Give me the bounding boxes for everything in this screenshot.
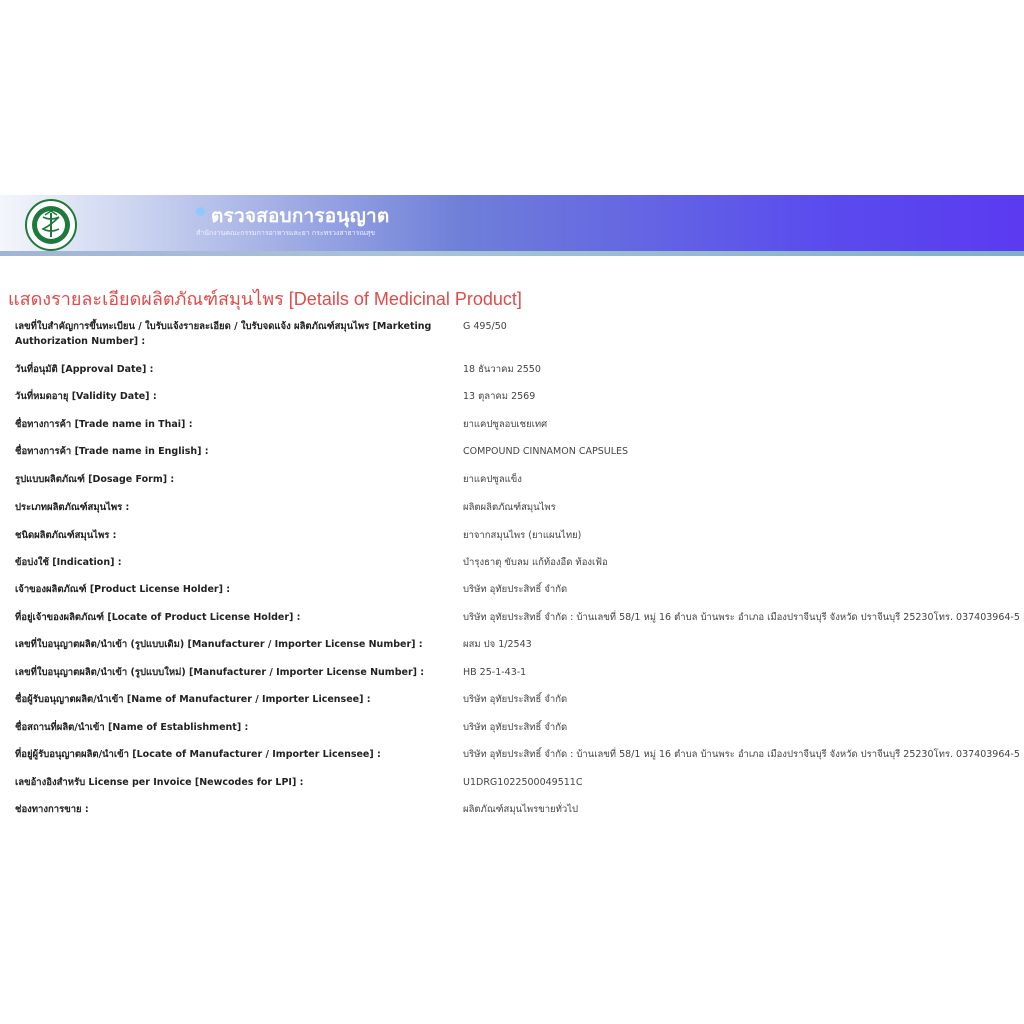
detail-value: U1DRG1022500049511C (463, 777, 583, 788)
detail-label: เลขอ้างอิงสำหรับ License per Invoice [Newcodes for LPI] : (15, 777, 304, 788)
detail-label: ชื่อทางการค้า [Trade name in English] : (15, 446, 209, 457)
detail-value: COMPOUND CINNAMON CAPSULES (463, 446, 629, 457)
detail-label: ชื่อทางการค้า [Trade name in Thai] : (15, 419, 193, 430)
detail-label: ชนิดผลิตภัณฑ์สมุนไพร : (15, 530, 117, 541)
detail-label: ที่อยู่เจ้าของผลิตภัณฑ์ [Locate of Product License Holder] : (15, 612, 301, 623)
detail-label: เลขที่ใบอนุญาตผลิต/นำเข้า (รูปแบบใหม่) [Manufacturer / Importer License Number] : (15, 667, 425, 678)
detail-value: บริษัท อุทัยประสิทธิ์ จำกัด (463, 694, 568, 705)
header-banner (0, 195, 1024, 251)
detail-label: เจ้าของผลิตภัณฑ์ [Product License Holder] : (15, 584, 231, 595)
page-title: แสดงรายละเอียดผลิตภัณฑ์สมุนไพร [Details of Medicinal Product] (8, 289, 522, 309)
detail-value: บริษัท อุทัยประสิทธิ์ จำกัด (463, 584, 568, 595)
detail-value: ผลิตภัณฑ์สมุนไพรขายทั่วไป (463, 804, 579, 815)
detail-label: เลขที่ใบอนุญาตผลิต/นำเข้า (รูปแบบเดิม) [Manufacturer / Importer License Number] : (15, 639, 423, 650)
detail-label: ช่องทางการขาย : (15, 804, 89, 815)
detail-label: ประเภทผลิตภัณฑ์สมุนไพร : (15, 502, 130, 513)
detail-value: 13 ตุลาคม 2569 (463, 391, 536, 402)
detail-label: ชื่อผู้รับอนุญาตผลิต/นำเข้า [Name of Manufacturer / Importer Licensee] : (15, 694, 371, 705)
title-bullet-icon (196, 207, 205, 216)
detail-value: บำรุงธาตุ ขับลม แก้ท้องอืด ท้องเฟ้อ (463, 557, 608, 568)
detail-value: ยาแคปซูลอบเชยเทศ (463, 419, 548, 430)
detail-label: วันที่อนุมัติ [Approval Date] : (15, 364, 154, 375)
detail-value: 18 ธันวาคม 2550 (463, 364, 541, 375)
detail-value: บริษัท อุทัยประสิทธิ์ จำกัด : บ้านเลขที่ 58/1 หมู่ 16 ตำบล บ้านพระ อำเภอ เมืองปราจีนบุรี จังหวัด ปราจีนบุรี 25230โทร. 037403964-5 (463, 749, 1020, 760)
detail-label: ที่อยู่ผู้รับอนุญาตผลิต/นำเข้า [Locate of Manufacturer / Importer Licensee] : (15, 749, 381, 760)
site-title: ตรวจสอบการอนุญาต (211, 205, 390, 227)
detail-value: G 495/50 (463, 321, 507, 332)
header-divider (0, 251, 1024, 256)
ministry-seal-icon (18, 199, 84, 251)
site-subtitle: สำนักงานคณะกรรมการอาหารและยา กระทรวงสาธารณสุข (196, 229, 376, 237)
detail-value: ผลิตผลิตภัณฑ์สมุนไพร (463, 502, 556, 513)
detail-label: ข้อบ่งใช้ [Indication] : (15, 557, 122, 568)
detail-value: ผสม ปจ 1/2543 (463, 639, 532, 650)
detail-value: บริษัท อุทัยประสิทธิ์ จำกัด (463, 722, 568, 733)
detail-value: ยาแคปซูลแข็ง (463, 474, 522, 485)
detail-value: HB 25-1-43-1 (463, 667, 527, 678)
detail-value: ยาจากสมุนไพร (ยาแผนไทย) (463, 530, 582, 541)
detail-value: บริษัท อุทัยประสิทธิ์ จำกัด : บ้านเลขที่ 58/1 หมู่ 16 ตำบล บ้านพระ อำเภอ เมืองปราจีนบุรี จังหวัด ปราจีนบุรี 25230โทร. 037403964-5 (463, 612, 1020, 623)
detail-label: รูปแบบผลิตภัณฑ์ [Dosage Form] : (15, 474, 175, 485)
detail-label: วันที่หมดอายุ [Validity Date] : (15, 391, 157, 402)
detail-label: ชื่อสถานที่ผลิต/นำเข้า [Name of Establishment] : (15, 722, 249, 733)
detail-label: เลขที่ใบสำคัญการขึ้นทะเบียน / ใบรับแจ้งรายละเอียด / ใบรับจดแจ้ง ผลิตภัณฑ์สมุนไพร [Marketing Authorization Number] : (15, 321, 432, 347)
